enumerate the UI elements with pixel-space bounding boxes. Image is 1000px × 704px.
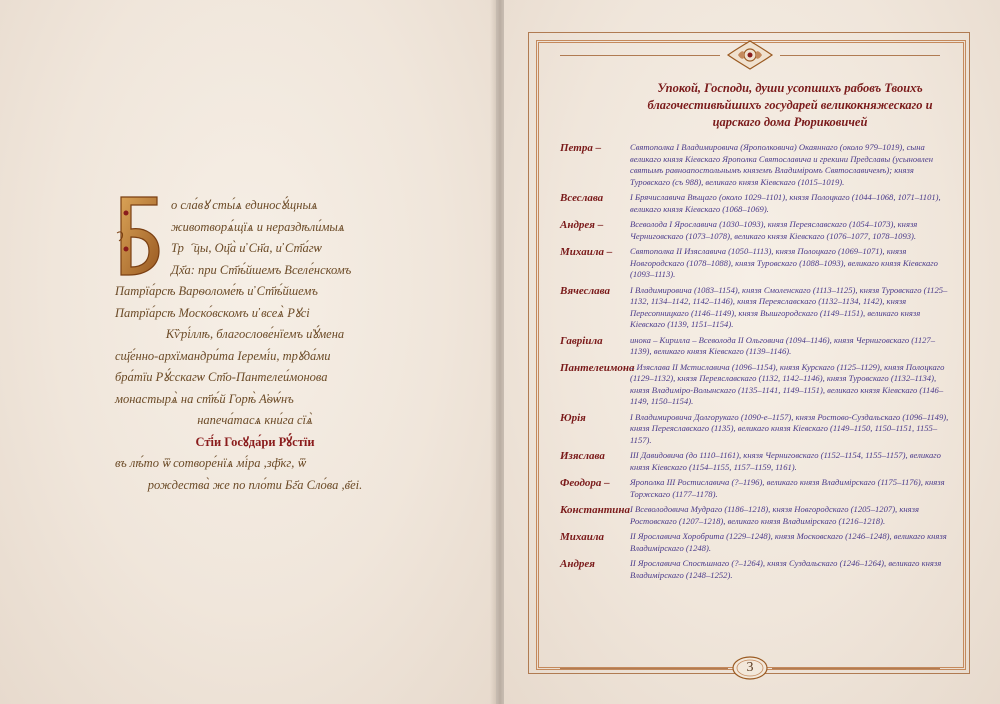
book-title-line: Ст҃і́и Госꙋда́ри Рꙋ́стїи <box>195 434 315 449</box>
entry-name: Михаила <box>560 531 605 543</box>
entry-name: Пантелеимона <box>560 361 635 374</box>
entry-name: Андрея – <box>560 219 604 231</box>
page-number-text: 3 <box>746 660 754 675</box>
memorial-heading <box>630 80 950 131</box>
entry-name: Феодора – <box>560 477 610 489</box>
dedication-line: Патрїа́рсѣ Моско́вскомъ и҆ всеѧ̀ Рꙋсі <box>115 305 310 320</box>
heading-line: Упокой, Господи, души усопшихъ рабовъ Твоихъ <box>657 81 923 95</box>
list-item <box>560 362 955 408</box>
dedication-line: сщ҃е́нно-архїмандри́та Іеремі́и, трꙋда́ми <box>115 348 331 363</box>
entry-name: Петра – <box>560 142 602 154</box>
dedication-text <box>115 195 395 496</box>
dedication-line: монастырѧ̀ на ст҃ѣ́й Горѣ̀ А҆ѳѡ́нъ <box>115 391 294 406</box>
dedication-line: бра́тїи Рꙋ́сскагѡ Ст҃о-Пантелеи́монова <box>115 370 328 384</box>
list-item <box>560 558 955 581</box>
entry-name: Вячеслава <box>560 284 611 297</box>
footer-rule-right <box>772 668 940 669</box>
list-item <box>560 504 955 527</box>
dedication-line: Трⷪ҇цы, Оц҃а̀ и҆ Сн҃а, и҆ Ст҃а́гѡ <box>171 241 322 255</box>
dropcap-b-ornament <box>115 193 163 279</box>
entry-name: Константина <box>560 504 630 516</box>
list-item <box>560 285 955 331</box>
list-item <box>560 246 955 281</box>
footer-rule-left <box>560 668 728 669</box>
dedication-line: въ лѣ́то ѿ сотворе́нїѧ мі́ра ,зф҃кг, ѿ <box>115 456 306 470</box>
entry-name: Гавріила <box>560 334 603 347</box>
dedication-line: о сла́вꙋ сты́ѧ единосꙋ́щныѧ <box>171 198 318 212</box>
entry-description: I Брячиславича Вѣщаго (около 1029–1101), князя Полоцкаго (1044–1068, 1071–1101), великаго князя Кіевскаго (1068–1069). <box>630 192 941 214</box>
list-item <box>560 219 955 242</box>
dedication-line: животворѧ́щїѧ и нераздѣли́мыѧ <box>171 219 345 234</box>
entry-name: Андрея <box>560 558 595 570</box>
list-item <box>560 335 955 358</box>
prince-list <box>560 142 955 585</box>
list-item <box>560 450 955 473</box>
left-page <box>0 0 496 704</box>
entry-name: Михаила – <box>560 246 613 258</box>
list-item <box>560 531 955 554</box>
list-item <box>560 192 955 215</box>
heading-line: царскаго дома Рюриковичей <box>712 115 868 129</box>
entry-description: Ярополка III Ростиславича (?–1196), великаго князя Владимірскаго (1175–1176), князя Торжскаго (1177–1178). <box>630 477 945 499</box>
header-rule-left <box>560 55 720 56</box>
entry-name: Всеслава <box>560 192 604 204</box>
dedication-line: Патрїа́рсѣ Варѳоломе́ѣ и҆ Ст҃ѣ́йшемъ <box>115 284 318 298</box>
entry-description: I Владимировича Долгорукаго (1090-е–1157), князя Ростово-Суздальскаго (1096–1149), князя Переяславскаго (1135), великаго князя Кіевскаго (1149–1150, 1150–1151, 1155–1157). <box>630 411 949 445</box>
dedication-line: Кѷрі́ллѣ, благослове́нїемъ и҆ꙋ́мена <box>165 327 345 341</box>
entry-description: I Всеволодовича Мудраго (1186–1218), князя Новгородскаго (1205–1207), князя Ростовскаго (1207–1218), великаго князя Владимірскаго (1216–1218). <box>630 504 919 526</box>
entry-name: Юрія <box>560 411 586 424</box>
entry-description: I Владимировича (1083–1154), князя Смоленскаго (1113–1125), князя Туровскаго (1125–1132, 1134–1142, 1142–1146), князя Переяславскаго (1132–1134, 1142), князя Пересопницкаго (1146–1149), князя Вышгородскаго (1149–1151), великаго князя Кіевскаго (1139, 1151–1154). <box>630 284 948 329</box>
page-number <box>731 655 769 681</box>
dedication-line: Дх҃а: при Ст҃ѣ́йшемъ Вселе́нскомъ <box>171 262 352 277</box>
header-rule-right <box>780 55 940 56</box>
entry-description: II Ярославича Спосѣшнаго (?–1264), князя Суздальскаго (1246–1264), великаго князя Владимірскаго (1248–1252). <box>630 558 942 580</box>
entry-description: III Давидовича (до 1110–1161), князя Черниговскаго (1152–1154, 1155–1157), великаго князя Кіевскаго (1154–1155, 1157–1159, 1161). <box>630 450 941 472</box>
entry-description: Святополка I Владимировича (Ярополковича) Окаяннаго (около 979–1019), сына великаго князя Кіевскаго Ярополка Святославича и грекини Предславы (усыновлен святымъ равноапостольнымъ княземъ Владиміромъ Святославичемъ); князя Туровскаго (съ 988), великаго князя Кіевскаго (1015–1019). <box>630 142 933 187</box>
dedication-line: рождества̀ же по пло́ти Бг҃а Сло́ва ,в҃еі. <box>147 477 363 492</box>
heading-line: благочестивѣйшихъ государей великокняжескаго и <box>647 98 933 112</box>
header-ornament-icon <box>725 38 775 72</box>
entry-name: Изяслава <box>560 450 605 462</box>
list-item <box>560 412 955 447</box>
dedication-line: напеча́тасѧ кни́га сїѧ̀ <box>197 413 313 427</box>
entry-description: – Изяслава II Мстиславича (1096–1154), князя Курскаго (1125–1129), князя Полоцкаго (1129–1132), князя Переяславскаго (1132, 1142–1146), князя Туровскаго (1132–1134), князя Владиміро-Волынскаго (1135–1141, 1149–1151), великаго князя Кіевскаго (1146–1149, 1150–1154). <box>630 361 945 406</box>
entry-description: Святополка II Изяславича (1050–1113), князя Полоцкаго (1069–1071), князя Новгородскаго (1078–1088), князя Туровскаго (1088–1093), великаго князя Кіевскаго (1093–1113). <box>630 246 938 279</box>
entry-description: Всеволода I Ярославича (1030–1093), князя Переяславскаго (1054–1073), князя Черниговскаго (1073–1078), великаго князя Кіевскаго (1076–1077, 1078–1093). <box>630 219 918 241</box>
list-item <box>560 142 955 188</box>
entry-description: II Ярославича Хоробрита (1229–1248), князя Московскаго (1246–1248), великаго князя Владимірскаго (1248). <box>630 531 947 553</box>
list-item <box>560 477 955 500</box>
entry-description: инока – Кирилла – Всеволода II Ольговича (1094–1146), князя Черниговскаго (1127–1139), великаго князя Кіевскаго (1139–1146). <box>630 334 936 356</box>
